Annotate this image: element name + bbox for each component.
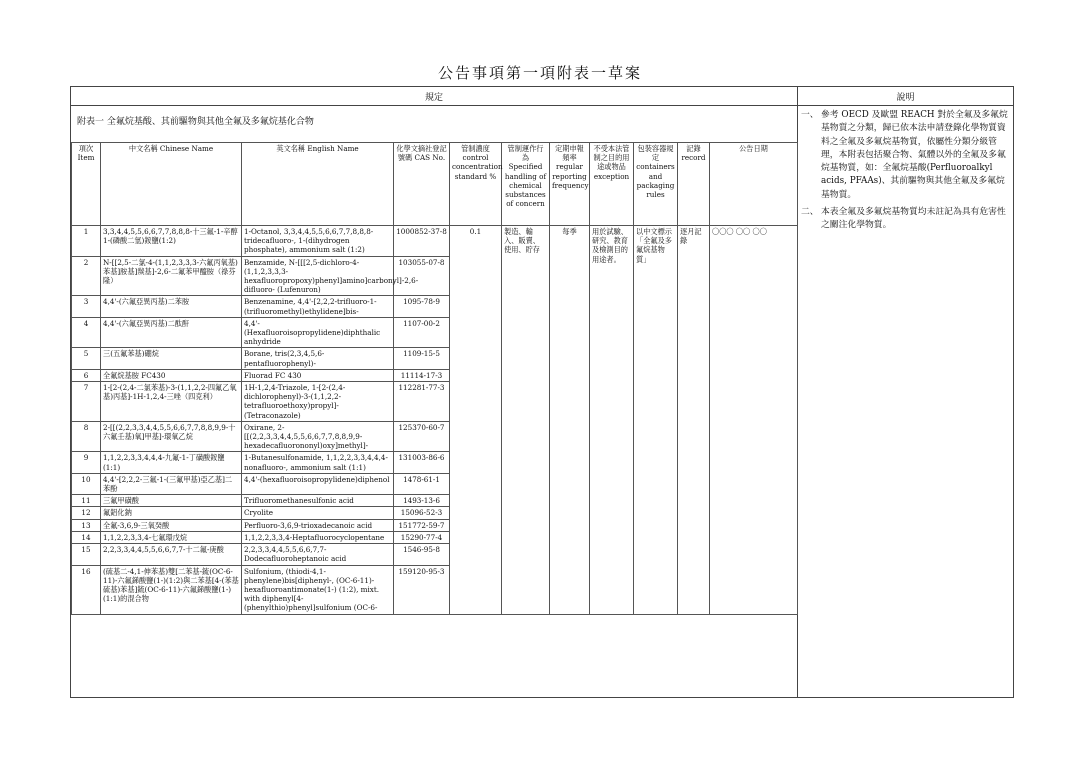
row-cas-number: 125370-60-7 [394, 421, 450, 452]
row-cas-number: 11114-17-3 [394, 369, 450, 381]
row-english-name: Cryolite [242, 507, 394, 519]
row-item-number: 9 [72, 452, 101, 473]
shared-reporting-frequency: 每季 [550, 226, 590, 615]
row-cas-number: 159120-95-3 [394, 565, 450, 614]
shared-containers-rule: 以中文標示「全氟及多氟烷基物質」 [634, 226, 678, 615]
row-english-name: 1-Butanesulfonamide, 1,1,2,2,3,3,4,4,4-nonafluoro-, ammonium salt (1:1) [242, 452, 394, 473]
row-english-name: Trifluoromethanesulfonic acid [242, 495, 394, 507]
row-item-number: 6 [72, 369, 101, 381]
row-item-number: 10 [72, 473, 101, 494]
row-item-number: 4 [72, 317, 101, 348]
row-english-name: 1,1,2,2,3,3,4-Heptafluorocyclopentane [242, 531, 394, 543]
row-english-name: 2,2,3,3,4,4,5,5,6,6,7,7-Dodecafluoroheptanoic acid [242, 544, 394, 565]
row-cas-number: 1478-61-1 [394, 473, 450, 494]
row-item-number: 3 [72, 296, 101, 317]
row-english-name: Oxirane, 2-[[(2,2,3,3,4,4,5,5,6,6,7,7,8,8,9,9-hexadecafluorononyl)oxy]methyl]- [242, 421, 394, 452]
row-cas-number: 112281-77-3 [394, 382, 450, 422]
row-english-name: 4,4'-(hexafluoroisopropylidene)diphenol [242, 473, 394, 494]
row-chinese-name: 4,4'-[2,2,2-三氟-1-(三氟甲基)亞乙基]二苯酚 [101, 473, 242, 494]
row-english-name: Fluorad FC 430 [242, 369, 394, 381]
note-2: 二、 本表全氟及多氟烷基物質均未註記為具有危害性之關注化學物質。 [801, 207, 1006, 231]
row-chinese-name: 全氟-3,6,9-三氧癸酸 [101, 519, 242, 531]
shared-announce-date: 〇〇〇 〇〇 〇〇 [710, 226, 798, 615]
explanation-notes [801, 109, 1011, 237]
row-cas-number: 1493-13-6 [394, 495, 450, 507]
row-item-number: 14 [72, 531, 101, 543]
row-cas-number: 1000852-37-8 [394, 226, 450, 257]
row-cas-number: 1107-00-2 [394, 317, 450, 348]
row-cas-number: 151772-59-7 [394, 519, 450, 531]
row-item-number: 8 [72, 421, 101, 452]
shared-control-concentration: 0.1 [450, 226, 502, 615]
row-cas-number: 1546-95-8 [394, 544, 450, 565]
row-chinese-name: 氟鋁化鈉 [101, 507, 242, 519]
row-item-number: 13 [72, 519, 101, 531]
row-cas-number: 1095-78-9 [394, 296, 450, 317]
row-cas-number: 15096-52-3 [394, 507, 450, 519]
shared-exception: 用於試驗、研究、教育及檢測目的用途者。 [590, 226, 634, 615]
row-chinese-name: 4,4'-(六氟亞異丙基)二苯胺 [101, 296, 242, 317]
row-item-number: 11 [72, 495, 101, 507]
annex-title: 附表一 全氟烷基酸、其前驅物與其他全氟及多氟烷基化合物 [77, 117, 314, 127]
row-chinese-name: 1-[2-(2,4-二氯苯基)-3-(1,1,2,2-四氟乙氧基)丙基]-1H-1,2,4-三唑（四克利） [101, 382, 242, 422]
row-item-number: 1 [72, 226, 101, 257]
col-chinese-name: 中文名稱 Chinese Name [101, 143, 242, 226]
row-english-name: 4,4'-(Hexafluoroisopropylidene)diphthalic anhydride [242, 317, 394, 348]
col-containers: 包裝容器規定 containers and packaging rules [634, 143, 678, 226]
row-chinese-name: 2-[[(2,2,3,3,4,4,5,5,6,6,7,7,8,8,9,9-十六氟壬基)氧]甲基]-環氧乙烷 [101, 421, 242, 452]
row-chinese-name: N-[[2,5-二氯-4-(1,1,2,3,3,3-六氟丙氧基)苯基]胺基]羰基]-2,6-二氟苯甲醯胺（祿芬隆） [101, 256, 242, 296]
page-title: 公告事項第一項附表一草案 [437, 64, 642, 82]
row-chinese-name: 4,4'-(六氟亞異丙基)二酞酐 [101, 317, 242, 348]
substance-table [71, 142, 798, 615]
header-explanation: 說明 [896, 93, 915, 103]
col-announce-date: 公告日期 [710, 143, 798, 226]
note-1: 一、 參考 OECD 及歐盟 REACH 對於全氟及多氟烷基物質之分類，歸已依本法申請登錄化學物質資料之全氟及多氟烷基物質，依屬性分類分級管理，本附表包括聚合物、氣體以外的全氟及多氟烷基物質，如：全氟烷基酸(Perfluoroalkyl acids, PFAAs)、其前驅物與其他全氟及多氟烷基物質。 [801, 110, 1008, 200]
col-exception: 不受本法管制之目的用途或物品 exception [590, 143, 634, 226]
col-control-concentration: 管制濃度 control concentration standard % [450, 143, 502, 226]
shared-specified-handling: 製造、輸入、販賣、使用、貯存 [502, 226, 550, 615]
row-chinese-name: (硫基二-4,1-伸苯基)雙[二苯基-鋶(OC-6-11)-六氟銻酸鹽(1-)(1:2)與二苯基[4-(苯基硫基)苯基]鋶(OC-6-11)-六氟銻酸鹽(1-)(1:1)的混合物 [101, 565, 242, 614]
row-chinese-name: 1,1,2,2,3,3,4,4,4-九氟-1-丁磺酸銨鹽(1:1) [101, 452, 242, 473]
row-item-number: 5 [72, 348, 101, 369]
row-cas-number: 103055-07-8 [394, 256, 450, 296]
row-english-name: Sulfonium, (thiodi-4,1-phenylene)bis[diphenyl-, (OC-6-11)-hexafluoroantimonate(1-) (1:2), mixt. with diphenyl[4-(phenylthio)phenyl]sulfonium (OC-6- [242, 565, 394, 614]
col-record: 記錄 record [678, 143, 710, 226]
row-chinese-name: 1,1,2,2,3,3,4-七氟環戊烷 [101, 531, 242, 543]
col-english-name: 英文名稱 English Name [242, 143, 394, 226]
row-english-name: Perfluoro-3,6,9-trioxadecanoic acid [242, 519, 394, 531]
col-specified-handling: 管制運作行為 Specified handling of chemical substances of concern [502, 143, 550, 226]
col-cas-no: 化學文摘社登記號碼 CAS No. [394, 143, 450, 226]
row-item-number: 12 [72, 507, 101, 519]
row-cas-number: 15290-77-4 [394, 531, 450, 543]
row-chinese-name: 三氟甲磺酸 [101, 495, 242, 507]
row-english-name: Benzamide, N-[[[2,5-dichloro-4-(1,1,2,3,3,3-hexafluoropropoxy)phenyl]amino]carbonyl]-2,6-difluoro- (Lufenuron) [242, 256, 394, 296]
row-chinese-name: 3,3,4,4,5,5,6,6,7,7,8,8,8-十三氟-1-辛醇1-(磷酸二氫)銨鹽(1:2) [101, 226, 242, 257]
row-item-number: 2 [72, 256, 101, 296]
row-chinese-name: 全氟烷基胺 FC430 [101, 369, 242, 381]
row-item-number: 7 [72, 382, 101, 422]
table-header-row [72, 143, 798, 226]
row-cas-number: 131003-86-6 [394, 452, 450, 473]
row-english-name: Benzenamine, 4,4'-[2,2,2-trifluoro-1-(trifluoromethyl)ethylidene]bis- [242, 296, 394, 317]
row-item-number: 15 [72, 544, 101, 565]
row-item-number: 16 [72, 565, 101, 614]
annex-frame [70, 86, 1014, 698]
row-cas-number: 1109-15-5 [394, 348, 450, 369]
table-row [72, 226, 798, 257]
shared-record: 逐月記錄 [678, 226, 710, 615]
header-regulation: 規定 [424, 93, 443, 103]
col-item: 項次 Item [72, 143, 101, 226]
row-english-name: 1-Octanol, 3,3,4,4,5,5,6,6,7,7,8,8,8-tridecafluoro-, 1-(dihydrogen phosphate), ammonium salt (1:2) [242, 226, 394, 257]
row-english-name: Borane, tris(2,3,4,5,6-pentafluorophenyl)- [242, 348, 394, 369]
col-reporting-frequency: 定期申報頻率 regular reporting frequency [550, 143, 590, 226]
row-chinese-name: 三(五氟苯基)硼烷 [101, 348, 242, 369]
row-chinese-name: 2,2,3,3,4,4,5,5,6,6,7,7-十二氟-庚酸 [101, 544, 242, 565]
row-english-name: 1H-1,2,4-Triazole, 1-[2-(2,4-dichlorophenyl)-3-(1,1,2,2-tetrafluoroethoxy)propyl]- (Tetraconazole) [242, 382, 394, 422]
